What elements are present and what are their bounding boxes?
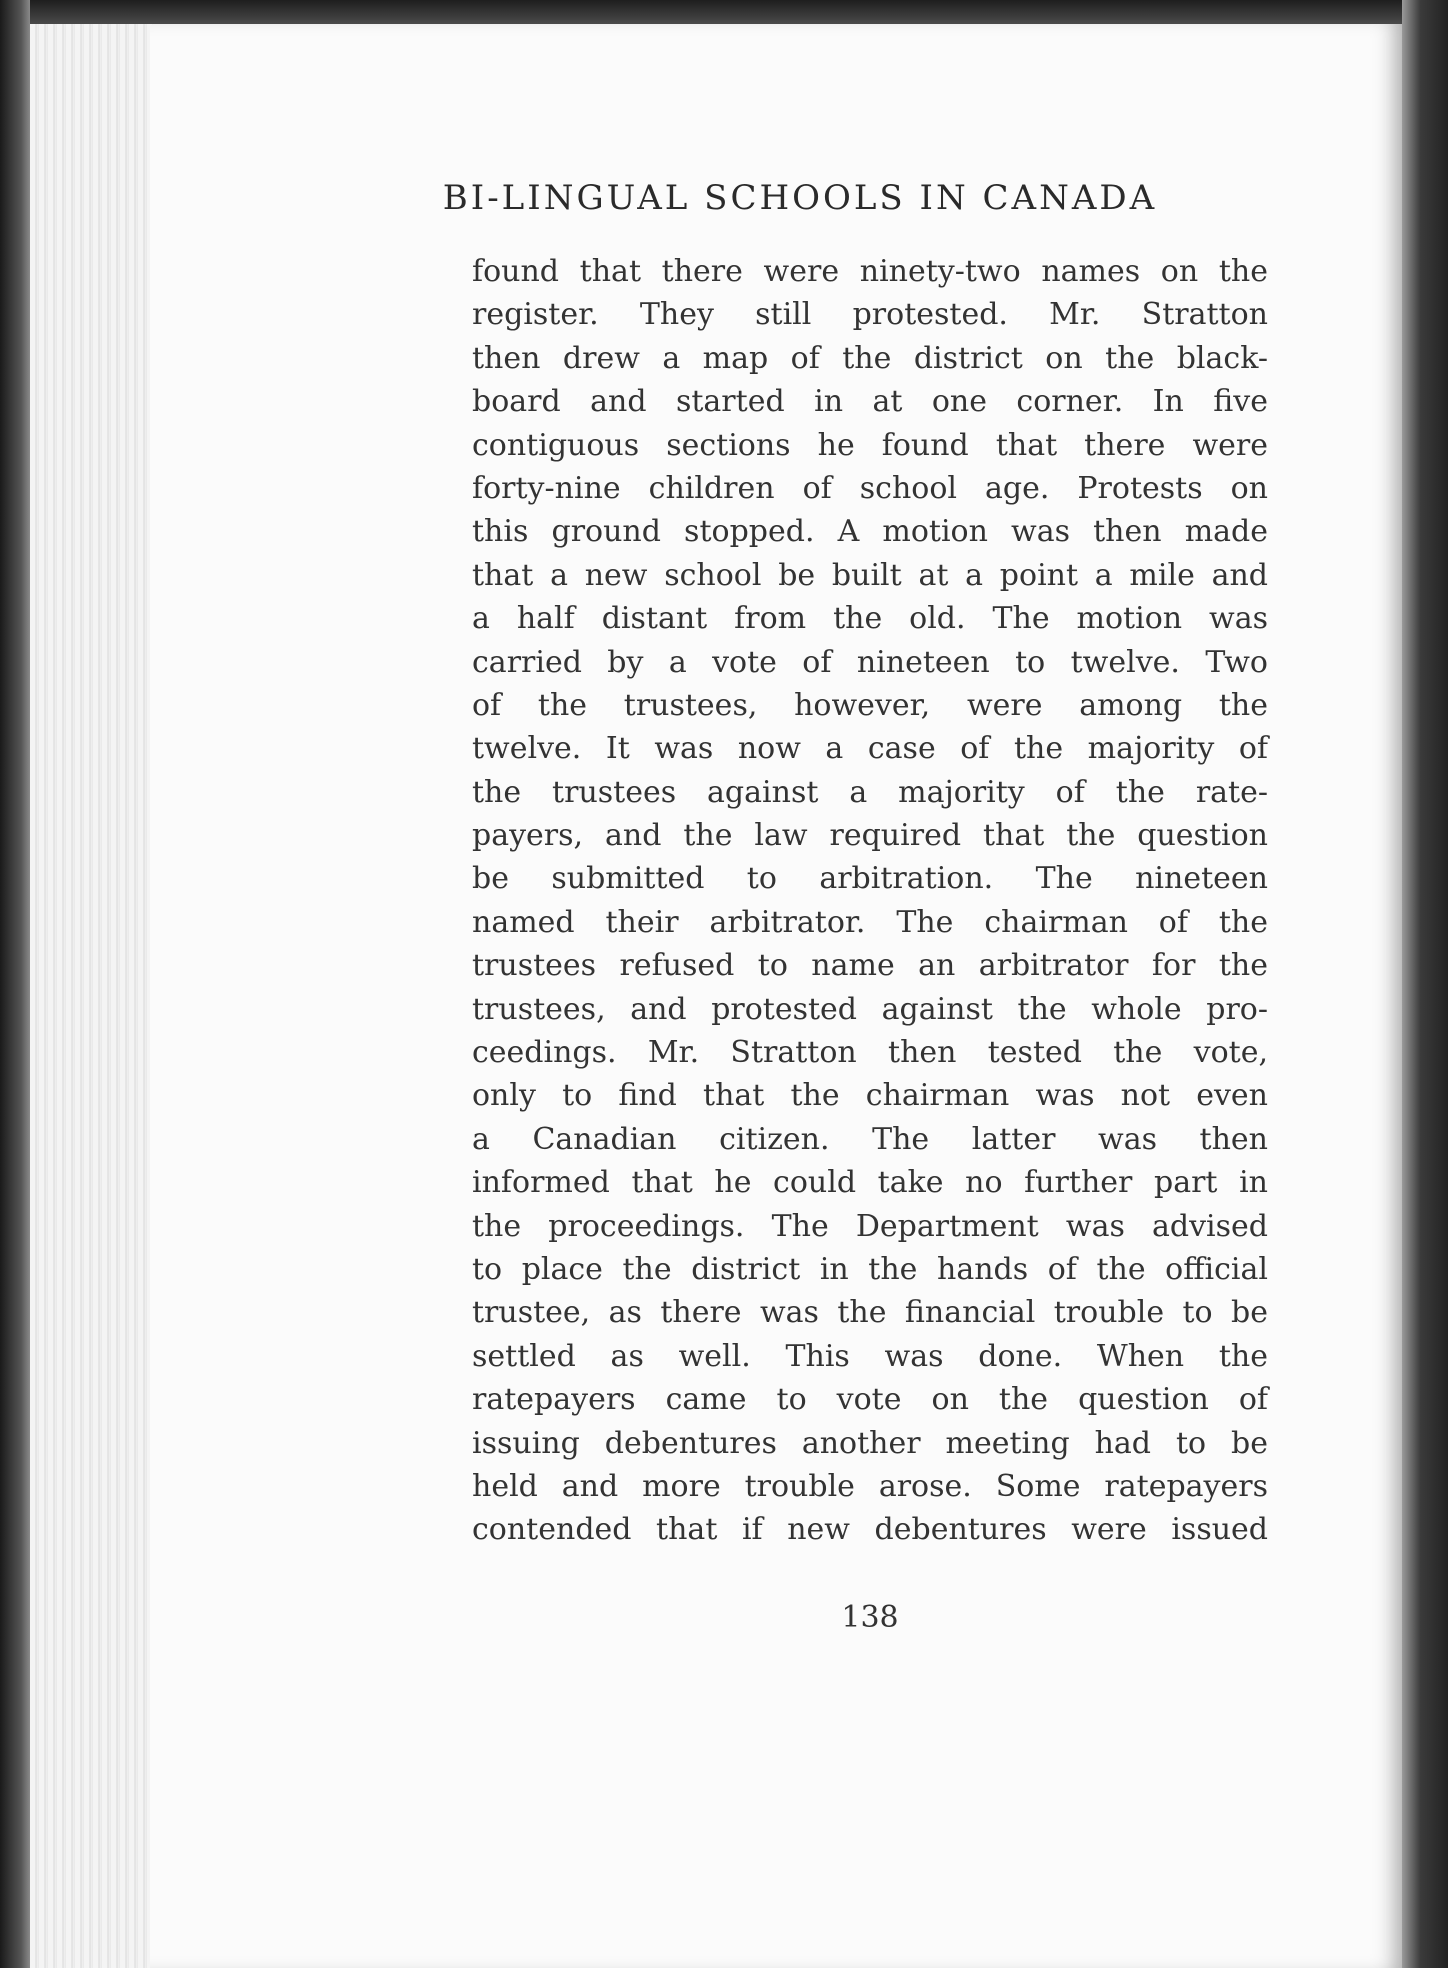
body-text — [472, 250, 1268, 1552]
text-line: twelve. It was now a case of the majority of — [472, 731, 1268, 767]
text-line: ratepayers came to vote on the question of — [472, 1382, 1268, 1418]
text-line: a Canadian citizen. The latter was then — [472, 1121, 1268, 1157]
text-line: the trustees against a majority of the rate- — [472, 774, 1268, 810]
running-head: BI-LINGUAL SCHOOLS IN CANADA — [442, 178, 1158, 218]
book-cover-left-edge — [0, 0, 30, 1968]
text-line: a half distant from the old. The motion was — [472, 601, 1268, 637]
text-line: trustee, as there was the financial trouble to be — [472, 1295, 1268, 1331]
text-line: of the trustees, however, were among the — [472, 687, 1268, 723]
text-line: to place the district in the hands of the official — [472, 1251, 1268, 1287]
text-line: named their arbitrator. The chairman of the — [472, 904, 1268, 940]
text-line: carried by a vote of nineteen to twelve. Two — [472, 644, 1268, 680]
text-line: payers, and the law required that the question — [472, 818, 1268, 854]
text-line: only to find that the chairman was not even — [472, 1078, 1268, 1114]
text-line: settled as well. This was done. When the — [472, 1338, 1268, 1374]
text-line: informed that he could take no further part in — [472, 1165, 1268, 1201]
text-line: found that there were ninety-two names on the — [472, 254, 1268, 289]
text-line: trustees, and protested against the whole pro- — [472, 991, 1268, 1027]
book-cover-top-edge — [0, 0, 1448, 24]
text-line: issuing debentures another meeting had to be — [472, 1425, 1268, 1461]
text-line: register. They still protested. Mr. Stratton — [472, 297, 1268, 333]
text-line: forty-nine children of school age. Protests on — [472, 470, 1268, 506]
text-line: contiguous sections he found that there were — [472, 427, 1268, 463]
text-line: contended that if new debentures were issued — [472, 1512, 1268, 1548]
text-line: that a new school be built at a point a mile and — [472, 557, 1268, 593]
text-line: this ground stopped. A motion was then made — [472, 514, 1268, 550]
text-line: ceedings. Mr. Stratton then tested the vote, — [472, 1035, 1268, 1071]
text-line: board and started in at one corner. In five — [472, 384, 1268, 420]
text-line: trustees refused to name an arbitrator for the — [472, 948, 1268, 984]
text-line: held and more trouble arose. Some ratepayers — [472, 1468, 1268, 1504]
page-number: 138 — [841, 1600, 899, 1635]
book-spine-shadow — [1402, 0, 1448, 1968]
text-line: the proceedings. The Department was advised — [472, 1208, 1268, 1244]
text-line: then drew a map of the district on the black- — [472, 340, 1268, 376]
text-line: be submitted to arbitration. The nineteen — [472, 861, 1268, 897]
page-edges-stack — [30, 24, 155, 1968]
